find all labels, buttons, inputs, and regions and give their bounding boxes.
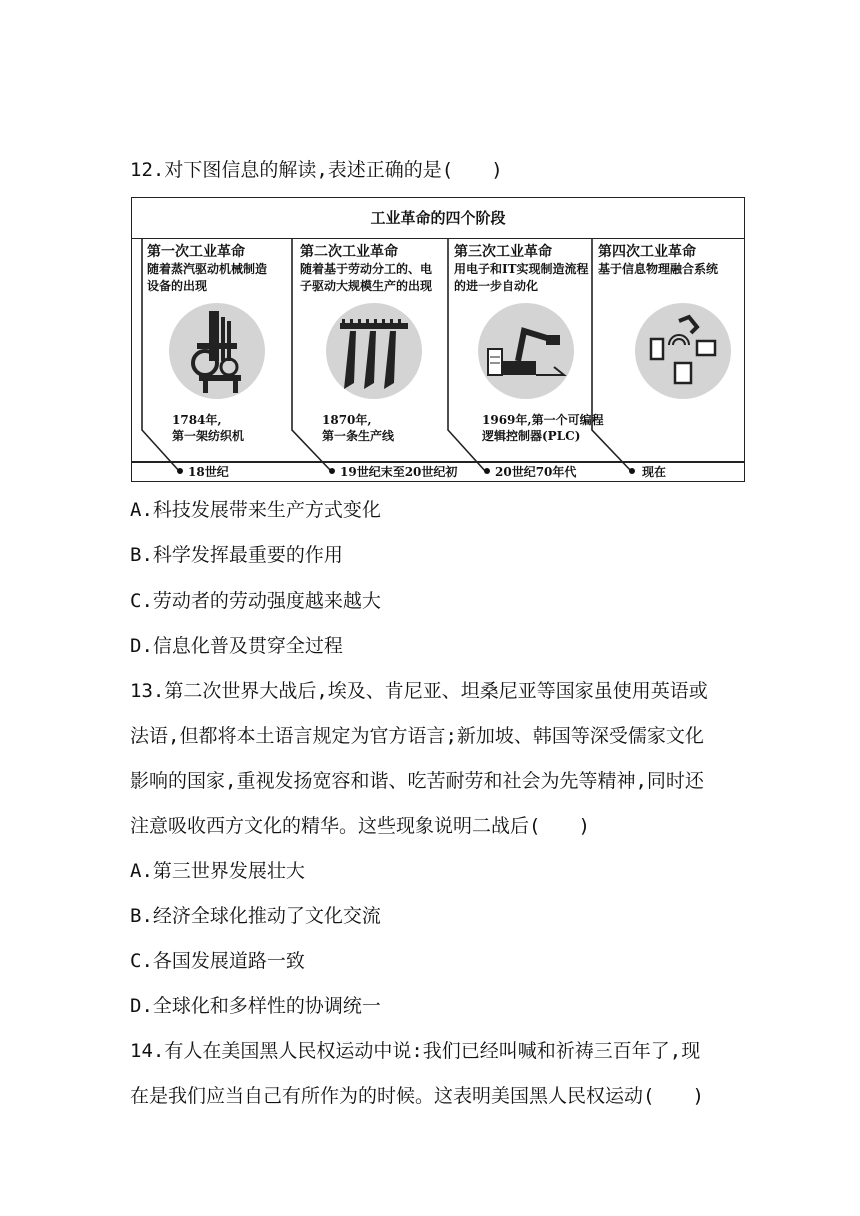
stage-4-name: 第四次工业革命 bbox=[598, 244, 696, 260]
q12-option-c: C.劳动者的劳动强度越来越大 bbox=[130, 590, 381, 612]
q13-option-d: D.全球化和多样性的协调统一 bbox=[130, 995, 381, 1017]
q12-option-d: D.信息化普及贯穿全过程 bbox=[130, 635, 343, 657]
stage-2-desc-1: 随着基于劳动分工的、电 bbox=[300, 262, 433, 276]
stage-3-event-text: 逻辑控制器(PLC) bbox=[482, 429, 581, 443]
era-1: 18世纪 bbox=[188, 465, 229, 479]
stage-3-desc-2: 的进一步自动化 bbox=[454, 279, 539, 293]
q14-stem-line-1: 14.有人在美国黑人民权运动中说:我们已经叫喊和祈祷三百年了,现 bbox=[130, 1040, 701, 1062]
q13-option-b: B.经济全球化推动了文化交流 bbox=[130, 905, 381, 927]
q13-stem-line-2: 法语,但都将本土语言规定为官方语言;新加坡、韩国等深受儒家文化 bbox=[130, 725, 704, 747]
timeline-axis bbox=[132, 461, 744, 463]
q13-stem-line-1: 13.第二次世界大战后,埃及、肯尼亚、坦桑尼亚等国家虽使用英语或 bbox=[130, 680, 708, 702]
timeline-connectors bbox=[132, 238, 743, 480]
q13-stem-line-3: 影响的国家,重视发扬宽容和谐、吃苦耐劳和社会为先等精神,同时还 bbox=[130, 770, 704, 792]
stage-2-event-text: 第一条生产线 bbox=[322, 429, 395, 443]
q13-option-a: A.第三世界发展壮大 bbox=[130, 860, 305, 882]
stage-3-name: 第三次工业革命 bbox=[454, 244, 552, 260]
stage-1-event-text: 第一架纺织机 bbox=[172, 429, 245, 443]
stage-1-name: 第一次工业革命 bbox=[147, 244, 245, 260]
stage-2-name: 第二次工业革命 bbox=[300, 244, 398, 260]
q13-stem-line-4: 注意吸收西方文化的精华。这些现象说明二战后( ) bbox=[130, 815, 590, 837]
era-2: 19世纪末至20世纪初 bbox=[340, 465, 458, 479]
timeline-dot bbox=[177, 468, 183, 474]
stage-1-event-year: 1784年, bbox=[172, 413, 222, 427]
stage-2-event-year: 1870年, bbox=[322, 413, 372, 427]
stage-1-desc-2: 设备的出现 bbox=[147, 279, 208, 293]
timeline-dot bbox=[484, 468, 490, 474]
stage-1-desc-1: 随着蒸汽驱动机械制造 bbox=[147, 262, 268, 276]
timeline-dot bbox=[329, 468, 335, 474]
stage-3-desc-1: 用电子和IT实现制造流程 bbox=[454, 262, 589, 276]
q12-option-b: B.科学发挥最重要的作用 bbox=[130, 544, 343, 566]
q13-option-c: C.各国发展道路一致 bbox=[130, 950, 305, 972]
era-4: 现在 bbox=[642, 465, 667, 479]
figure-title: 工业革命的四个阶段 bbox=[132, 198, 744, 239]
industrial-revolution-figure bbox=[131, 197, 745, 482]
era-3: 20世纪70年代 bbox=[495, 465, 577, 479]
stage-3-event-year: 1969年,第一个可编程 bbox=[482, 413, 604, 427]
timeline-dot bbox=[629, 468, 635, 474]
q12-stem: 12.对下图信息的解读,表述正确的是( ) bbox=[130, 159, 503, 181]
q14-stem-line-2: 在是我们应当自己有所作为的时候。这表明美国黑人民权运动( ) bbox=[130, 1085, 704, 1107]
stage-2-desc-2: 子驱动大规模生产的出现 bbox=[300, 279, 433, 293]
stage-4-desc-1: 基于信息物理融合系统 bbox=[598, 262, 719, 276]
q12-option-a: A.科技发展带来生产方式变化 bbox=[130, 499, 381, 521]
